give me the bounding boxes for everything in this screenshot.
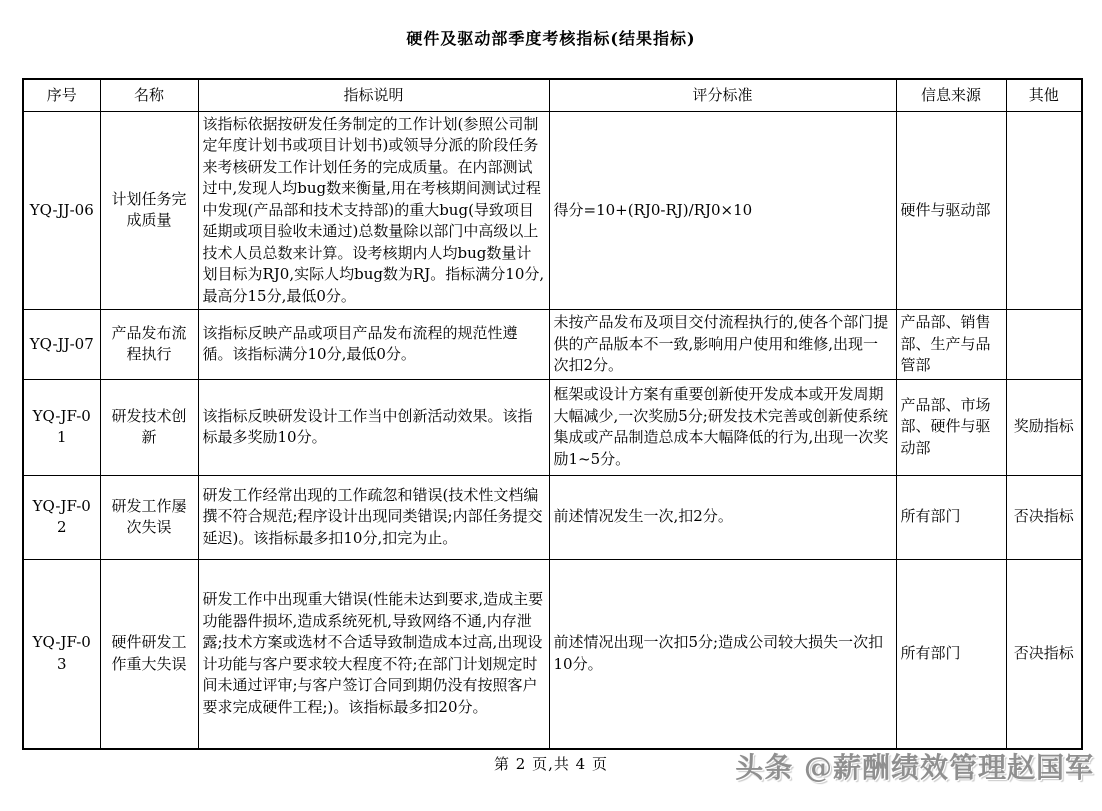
cell-other: 否决指标 bbox=[1006, 559, 1082, 749]
cell-indicator-id: YQ-JJ-06 bbox=[23, 111, 100, 310]
cell-indicator-name: 研发技术创新 bbox=[100, 379, 198, 475]
cell-scoring-standard: 前述情况出现一次扣5分;造成公司较大损失一次扣10分。 bbox=[549, 559, 896, 749]
cell-information-source: 所有部门 bbox=[896, 475, 1006, 559]
cell-scoring-standard: 未按产品发布及项目交付流程执行的,使各个部门提供的产品版本不一致,影响用户使用和维修,出现一次扣2分。 bbox=[549, 310, 896, 380]
cell-other bbox=[1006, 111, 1082, 310]
cell-scoring-standard: 得分=10+(RJ0-RJ)/RJ0×10 bbox=[549, 111, 896, 310]
cell-indicator-description: 该指标反映产品或项目产品发布流程的规范性遵循。该指标满分10分,最低0分。 bbox=[198, 310, 549, 380]
cell-other: 否决指标 bbox=[1006, 475, 1082, 559]
page-number-footer: 第 2 页,共 4 页 bbox=[494, 755, 608, 773]
header-cell-other: 其他 bbox=[1006, 79, 1082, 111]
cell-scoring-standard: 框架或设计方案有重要创新使开发成本或开发周期大幅减少,一次奖励5分;研发技术完善或创新使系统集成或产品制造总成本大幅降低的行为,出现一次奖励1~5分。 bbox=[549, 379, 896, 475]
cell-indicator-description: 该指标反映研发设计工作当中创新活动效果。该指标最多奖励10分。 bbox=[198, 379, 549, 475]
cell-information-source: 产品部、市场部、硬件与驱动部 bbox=[896, 379, 1006, 475]
header-cell-source: 信息来源 bbox=[896, 79, 1006, 111]
cell-other bbox=[1006, 310, 1082, 380]
cell-indicator-id: YQ-JF-02 bbox=[23, 475, 100, 559]
header-cell-description: 指标说明 bbox=[198, 79, 549, 111]
table-row bbox=[23, 111, 1082, 310]
cell-indicator-id: YQ-JF-03 bbox=[23, 559, 100, 749]
header-cell-id: 序号 bbox=[23, 79, 100, 111]
table-row bbox=[23, 559, 1082, 749]
cell-indicator-name: 计划任务完成质量 bbox=[100, 111, 198, 310]
cell-indicator-name: 产品发布流程执行 bbox=[100, 310, 198, 380]
watermark-text: 头条 @薪酬绩效管理赵国军 bbox=[735, 751, 1094, 784]
cell-indicator-description: 该指标依据按研发任务制定的工作计划(参照公司制定年度计划书或项目计划书)或领导分派的阶段任务来考核研发工作计划任务的完成质量。在内部测试过中,发现人均bug数来衡量,用在考核期间测试过程中发现(产品部和技术支持部)的重大bug(导致项目延期或项目验收未通过)总数量除以部门中高级以上技术人员总数来计算。设考核期内人均bug数量计划目标为RJ0,实际人均bug数为RJ。指标满分10分,最高分15分,最低0分。 bbox=[198, 111, 549, 310]
header-cell-name: 名称 bbox=[100, 79, 198, 111]
kpi-table bbox=[22, 78, 1083, 750]
table-row bbox=[23, 379, 1082, 475]
cell-indicator-id: YQ-JF-01 bbox=[23, 379, 100, 475]
cell-information-source: 产品部、销售部、生产与品管部 bbox=[896, 310, 1006, 380]
cell-indicator-id: YQ-JJ-07 bbox=[23, 310, 100, 380]
cell-other: 奖励指标 bbox=[1006, 379, 1082, 475]
table-header-row bbox=[23, 79, 1082, 111]
page-title: 硬件及驱动部季度考核指标(结果指标) bbox=[406, 29, 696, 48]
cell-indicator-name: 硬件研发工作重大失误 bbox=[100, 559, 198, 749]
table-row bbox=[23, 475, 1082, 559]
cell-information-source: 所有部门 bbox=[896, 559, 1006, 749]
cell-information-source: 硬件与驱动部 bbox=[896, 111, 1006, 310]
cell-indicator-description: 研发工作中出现重大错误(性能未达到要求,造成主要功能器件损坏,造成系统死机,导致网络不通,内存泄露;技术方案或选材不合适导致制造成本过高,出现设计功能与客户要求较大程度不符;在部门计划规定时间未通过评审;与客户签订合同到期仍没有按照客户要求完成硬件工程;)。该指标最多扣20分。 bbox=[198, 559, 549, 749]
cell-indicator-name: 研发工作屡次失误 bbox=[100, 475, 198, 559]
cell-scoring-standard: 前述情况发生一次,扣2分。 bbox=[549, 475, 896, 559]
header-cell-scoring: 评分标准 bbox=[549, 79, 896, 111]
cell-indicator-description: 研发工作经常出现的工作疏忽和错误(技术性文档编撰不符合规范;程序设计出现同类错误;内部任务提交延迟)。该指标最多扣10分,扣完为止。 bbox=[198, 475, 549, 559]
table-row bbox=[23, 310, 1082, 380]
